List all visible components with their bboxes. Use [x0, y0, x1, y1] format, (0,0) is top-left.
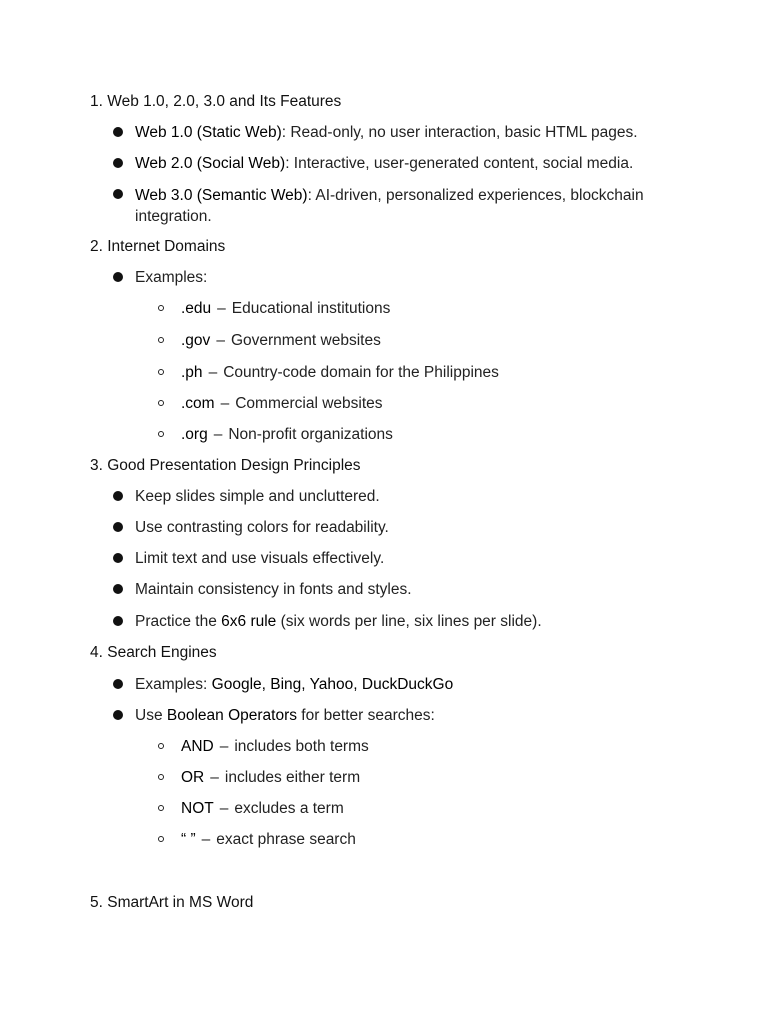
term: AND: [181, 738, 214, 755]
bullet-dot-icon: [113, 553, 123, 563]
term: Web 1.0 (Static Web): [135, 124, 282, 141]
sub-bullet-circle-icon: [158, 743, 164, 749]
sub-list-item: “ ” – exact phrase search: [181, 831, 356, 848]
sub-list-item: AND – includes both terms: [181, 738, 369, 755]
section-heading: 2. Internet Domains: [90, 238, 226, 255]
term: OR: [181, 769, 205, 786]
list-item: Practice the 6x6 rule (six words per line, six lines per slide).: [135, 613, 542, 630]
description: excludes a term: [234, 800, 344, 817]
term: Web 2.0 (Social Web): [135, 155, 286, 172]
bullet-dot-icon: [113, 491, 123, 501]
sub-list-item: .edu – Educational institutions: [181, 300, 391, 317]
sub-bullet-circle-icon: [158, 400, 164, 406]
term: NOT: [181, 800, 214, 817]
term: .org: [181, 426, 208, 443]
description: Educational institutions: [231, 300, 391, 317]
bullet-dot-icon: [113, 272, 123, 282]
term: .gov: [181, 332, 211, 349]
list-item: Use Boolean Operators for better searches:: [135, 707, 435, 724]
description: for better searches:: [296, 707, 435, 724]
description: exact phrase search: [216, 831, 356, 848]
description: Government websites: [230, 332, 381, 349]
sub-list-item: .org – Non-profit organizations: [181, 426, 393, 443]
list-item: Maintain consistency in fonts and styles.: [135, 581, 412, 598]
description: (six words per line, six lines per slide).: [276, 613, 542, 630]
list-item: Examples:: [135, 269, 208, 286]
list-item: [135, 185, 680, 227]
term: .com: [181, 395, 215, 412]
sub-list-item: OR – includes either term: [181, 769, 361, 786]
term: Google, Bing, Yahoo, DuckDuckGo: [211, 676, 454, 693]
description: Commercial websites: [235, 395, 383, 412]
sub-bullet-circle-icon: [158, 836, 164, 842]
description: includes either term: [224, 769, 361, 786]
description: includes both terms: [234, 738, 369, 755]
sub-list-item: .ph – Country-code domain for the Philippines: [181, 364, 499, 381]
description: : Interactive, user-generated content, social media.: [285, 155, 634, 172]
section-heading: 1. Web 1.0, 2.0, 3.0 and Its Features: [90, 93, 342, 110]
term: “ ”: [181, 831, 196, 848]
sub-bullet-circle-icon: [158, 431, 164, 437]
description: Country-code domain for the Philippines: [223, 364, 499, 381]
sub-list-item: .com – Commercial websites: [181, 395, 383, 412]
sub-bullet-circle-icon: [158, 369, 164, 375]
sub-bullet-circle-icon: [158, 305, 164, 311]
description: Non-profit organizations: [228, 426, 393, 443]
list-item: [135, 154, 633, 174]
list-item: Limit text and use visuals effectively.: [135, 550, 385, 567]
list-item: Use contrasting colors for readability.: [135, 519, 389, 536]
section-heading: 4. Search Engines: [90, 644, 217, 661]
section-heading: 3. Good Presentation Design Principles: [90, 457, 361, 474]
sub-list-item: .gov – Government websites: [181, 332, 381, 349]
sub-bullet-circle-icon: [158, 805, 164, 811]
list-item: Keep slides simple and uncluttered.: [135, 488, 380, 505]
description: : AI-driven, personalized experiences, blockchain integration.: [135, 187, 644, 225]
term: Web 3.0 (Semantic Web): [135, 187, 308, 204]
term: .ph: [181, 364, 203, 381]
bullet-dot-icon: [113, 679, 123, 689]
bullet-dot-icon: [113, 710, 123, 720]
term: 6x6 rule: [221, 613, 277, 630]
sub-bullet-circle-icon: [158, 774, 164, 780]
bullet-dot-icon: [113, 616, 123, 626]
sub-bullet-circle-icon: [158, 337, 164, 343]
list-item: [135, 123, 638, 143]
sub-list-item: NOT – excludes a term: [181, 800, 344, 817]
description: : Read-only, no user interaction, basic HTML pages.: [281, 124, 638, 141]
term: .edu: [181, 300, 212, 317]
bullet-dot-icon: [113, 127, 123, 137]
bullet-dot-icon: [113, 522, 123, 532]
list-item: Examples: Google, Bing, Yahoo, DuckDuckGo: [135, 676, 454, 693]
section-heading: 5. SmartArt in MS Word: [90, 894, 254, 911]
bullet-dot-icon: [113, 189, 123, 199]
term: Boolean Operators: [166, 707, 297, 724]
bullet-dot-icon: [113, 584, 123, 594]
bullet-dot-icon: [113, 158, 123, 168]
